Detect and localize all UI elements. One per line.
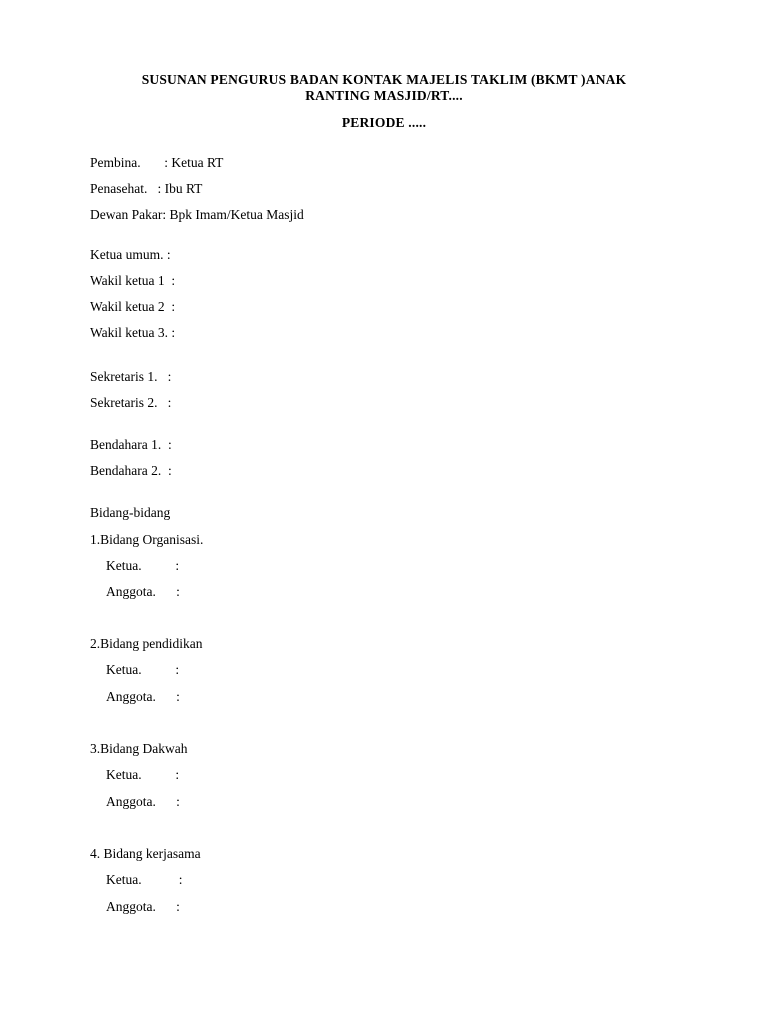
document-title-line-1: SUSUNAN PENGURUS BADAN KONTAK MAJELIS TAKLIM (BKMT )ANAK <box>141 72 627 87</box>
bidang-heading: Bidang-bidang <box>90 505 171 520</box>
sekretaris-2-line: Sekretaris 2. : <box>90 395 172 410</box>
bidang-name: 1.Bidang Organisasi. <box>90 532 204 547</box>
ketua-umum-line: Ketua umum. : <box>90 247 171 262</box>
wakil-ketua-3-line: Wakil ketua 3. : <box>90 325 176 340</box>
bidang-ketua-line: Ketua. : <box>106 872 183 887</box>
bidang-name: 4. Bidang kerjasama <box>90 846 201 861</box>
wakil-ketua-1-line: Wakil ketua 1 : <box>90 273 176 288</box>
penasehat-line: Penasehat. : Ibu RT <box>90 181 203 196</box>
bidang-ketua-line: Ketua. : <box>106 767 180 782</box>
bidang-ketua-line: Ketua. : <box>106 662 180 677</box>
bidang-anggota-line: Anggota. : <box>106 689 180 704</box>
bidang-anggota-line: Anggota. : <box>106 794 180 809</box>
bendahara-1-line: Bendahara 1. : <box>90 437 172 452</box>
bidang-anggota-line: Anggota. : <box>106 584 180 599</box>
bidang-name: 3.Bidang Dakwah <box>90 741 188 756</box>
dewan-pakar-line: Dewan Pakar: Bpk Imam/Ketua Masjid <box>90 207 304 222</box>
sekretaris-1-line: Sekretaris 1. : <box>90 369 172 384</box>
bendahara-2-line: Bendahara 2. : <box>90 463 172 478</box>
bidang-anggota-line: Anggota. : <box>106 899 180 914</box>
wakil-ketua-2-line: Wakil ketua 2 : <box>90 299 176 314</box>
document-title-line-2: RANTING MASJID/RT.... <box>305 88 463 103</box>
bidang-ketua-line: Ketua. : <box>106 558 180 573</box>
bidang-name: 2.Bidang pendidikan <box>90 636 203 651</box>
document-periode: PERIODE ..... <box>341 115 427 130</box>
pembina-line: Pembina. : Ketua RT <box>90 155 224 170</box>
